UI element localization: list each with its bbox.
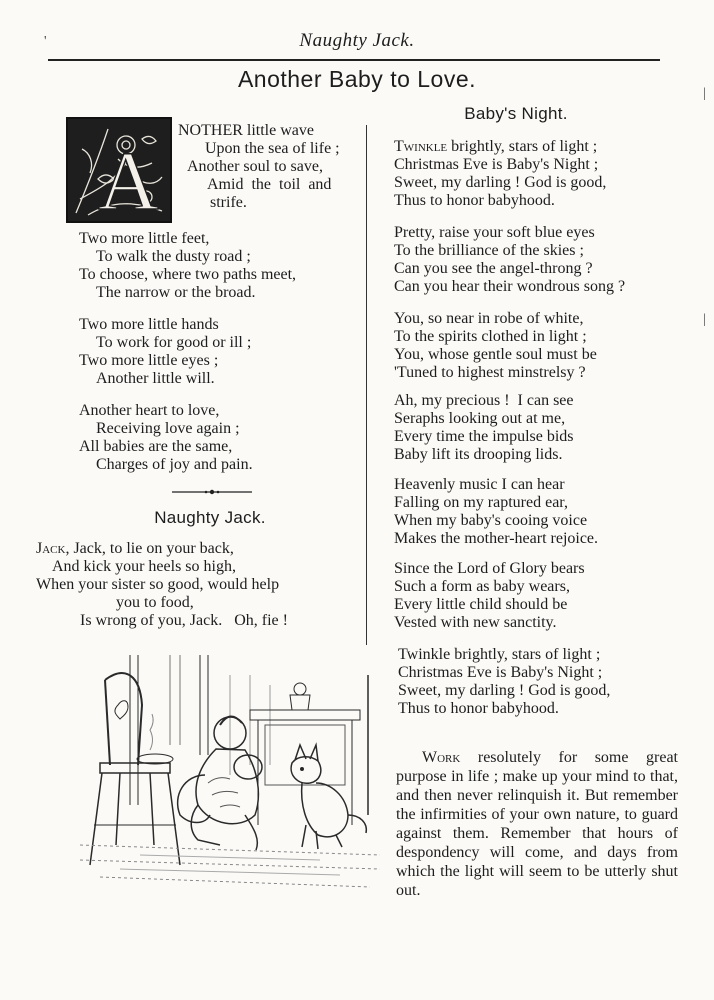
poem-line: Seraphs looking out at me,: [394, 410, 566, 427]
poem-line: Amid the toil and: [207, 176, 332, 193]
poem-line: Ah, my precious ! I can see: [394, 392, 574, 409]
margin-mark: |: [703, 86, 706, 101]
poem-line: Another little will.: [96, 370, 215, 387]
poem-line: Makes the mother-heart rejoice.: [394, 530, 599, 547]
poem-line: Sweet, my darling ! God is good,: [394, 174, 607, 191]
drop-cap-ornament: [66, 117, 172, 223]
poem-line: Can you hear their wondrous song ?: [394, 278, 626, 295]
poem-line: Such a form as baby wears,: [394, 578, 570, 595]
poem-line: You, so near in robe of white,: [394, 310, 584, 327]
column-divider: [366, 125, 367, 645]
poem-line: Is wrong of you, Jack. Oh, fie !: [80, 612, 288, 629]
poem-line: Thus to honor babyhood.: [394, 192, 555, 209]
poem-line: Sweet, my darling ! God is good,: [398, 682, 611, 699]
running-head: Naughty Jack.: [299, 30, 415, 51]
poem-line: 'Tuned to highest minstrelsy ?: [394, 364, 586, 381]
poem-line: To the spirits clothed in light ;: [394, 328, 587, 345]
poem-line: Two more little feet,: [79, 230, 210, 247]
poem-line: You, whose gentle soul must be: [394, 346, 597, 363]
poem-line: Every time the impulse bids: [394, 428, 574, 445]
poem-lead-word: Twinkle: [394, 138, 448, 155]
illustration-child-with-dog: [80, 655, 380, 900]
poem-line: Baby lift its drooping lids.: [394, 446, 563, 463]
poem-line: Christmas Eve is Baby's Night ;: [398, 664, 603, 681]
poem-line: , Jack, to lie on your back,: [65, 540, 234, 557]
poem-line: Christmas Eve is Baby's Night ;: [394, 156, 599, 173]
poem-line: When my baby's cooing voice: [394, 512, 588, 529]
floral-initial-icon: [68, 119, 170, 221]
poem-line: Twinkle brightly, stars of light ;: [398, 646, 601, 663]
poem-line: Receiving love again ;: [96, 420, 240, 437]
poem-line: Thus to honor babyhood.: [398, 700, 559, 717]
poem-lead-word: Jack: [36, 540, 66, 557]
poem-line: Another heart to love,: [79, 402, 220, 419]
poem-line: you to food,: [116, 594, 194, 611]
margin-mark: ': [44, 34, 47, 49]
poem2-title: Naughty Jack.: [154, 508, 266, 527]
header-rule: [48, 59, 660, 61]
poem-line: brightly, stars of light ;: [447, 138, 598, 155]
poem-line: Two more little hands: [79, 316, 219, 333]
poem-line: To choose, where two paths meet,: [79, 266, 297, 283]
poem-line: Another soul to save,: [187, 158, 323, 175]
poem-line: Falling on my raptured ear,: [394, 494, 568, 511]
poem3-title: Baby's Night.: [464, 104, 568, 123]
poem-line: NOTHER little wave: [178, 122, 314, 139]
drop-cap-letter: A: [98, 135, 159, 221]
poem-line: All babies are the same,: [79, 438, 233, 455]
poem-line: Upon the sea of life ;: [205, 140, 340, 157]
margin-mark: |: [703, 312, 706, 327]
poem-line: Pretty, raise your soft blue eyes: [394, 224, 595, 241]
poem-line: Every little child should be: [394, 596, 568, 613]
poem-line: To work for good or ill ;: [96, 334, 252, 351]
prose-paragraph: [396, 748, 678, 900]
poem-line: To the brilliance of the skies ;: [394, 242, 584, 259]
poem-line: When your sister so good, would help: [36, 576, 280, 593]
poem-line: To walk the dusty road ;: [96, 248, 251, 265]
poem-line: Since the Lord of Glory bears: [394, 560, 585, 577]
poem-line: The narrow or the broad.: [96, 284, 256, 301]
prose-lead-word: Work: [422, 749, 461, 766]
page-title: Another Baby to Love.: [237, 66, 477, 92]
poem-line: And kick your heels so high,: [52, 558, 236, 575]
poem-line: Two more little eyes ;: [79, 352, 219, 369]
poem-line: Charges of joy and pain.: [96, 456, 253, 473]
poem-line: strife.: [210, 194, 247, 211]
prose-text: resolutely for some great purpose in life ; make up your mind to that, and then never relinquish it. But remember the infirmities of your own nature, to guard against them. Remember that hours of despondency will come, and days from which the light will seem to be utterly shut out.: [396, 749, 678, 899]
ornament-divider: [172, 489, 252, 495]
poem-line: Can you see the angel-throng ?: [394, 260, 593, 277]
poem-line: Vested with new sanctity.: [394, 614, 557, 631]
poem-line: Heavenly music I can hear: [394, 476, 565, 493]
